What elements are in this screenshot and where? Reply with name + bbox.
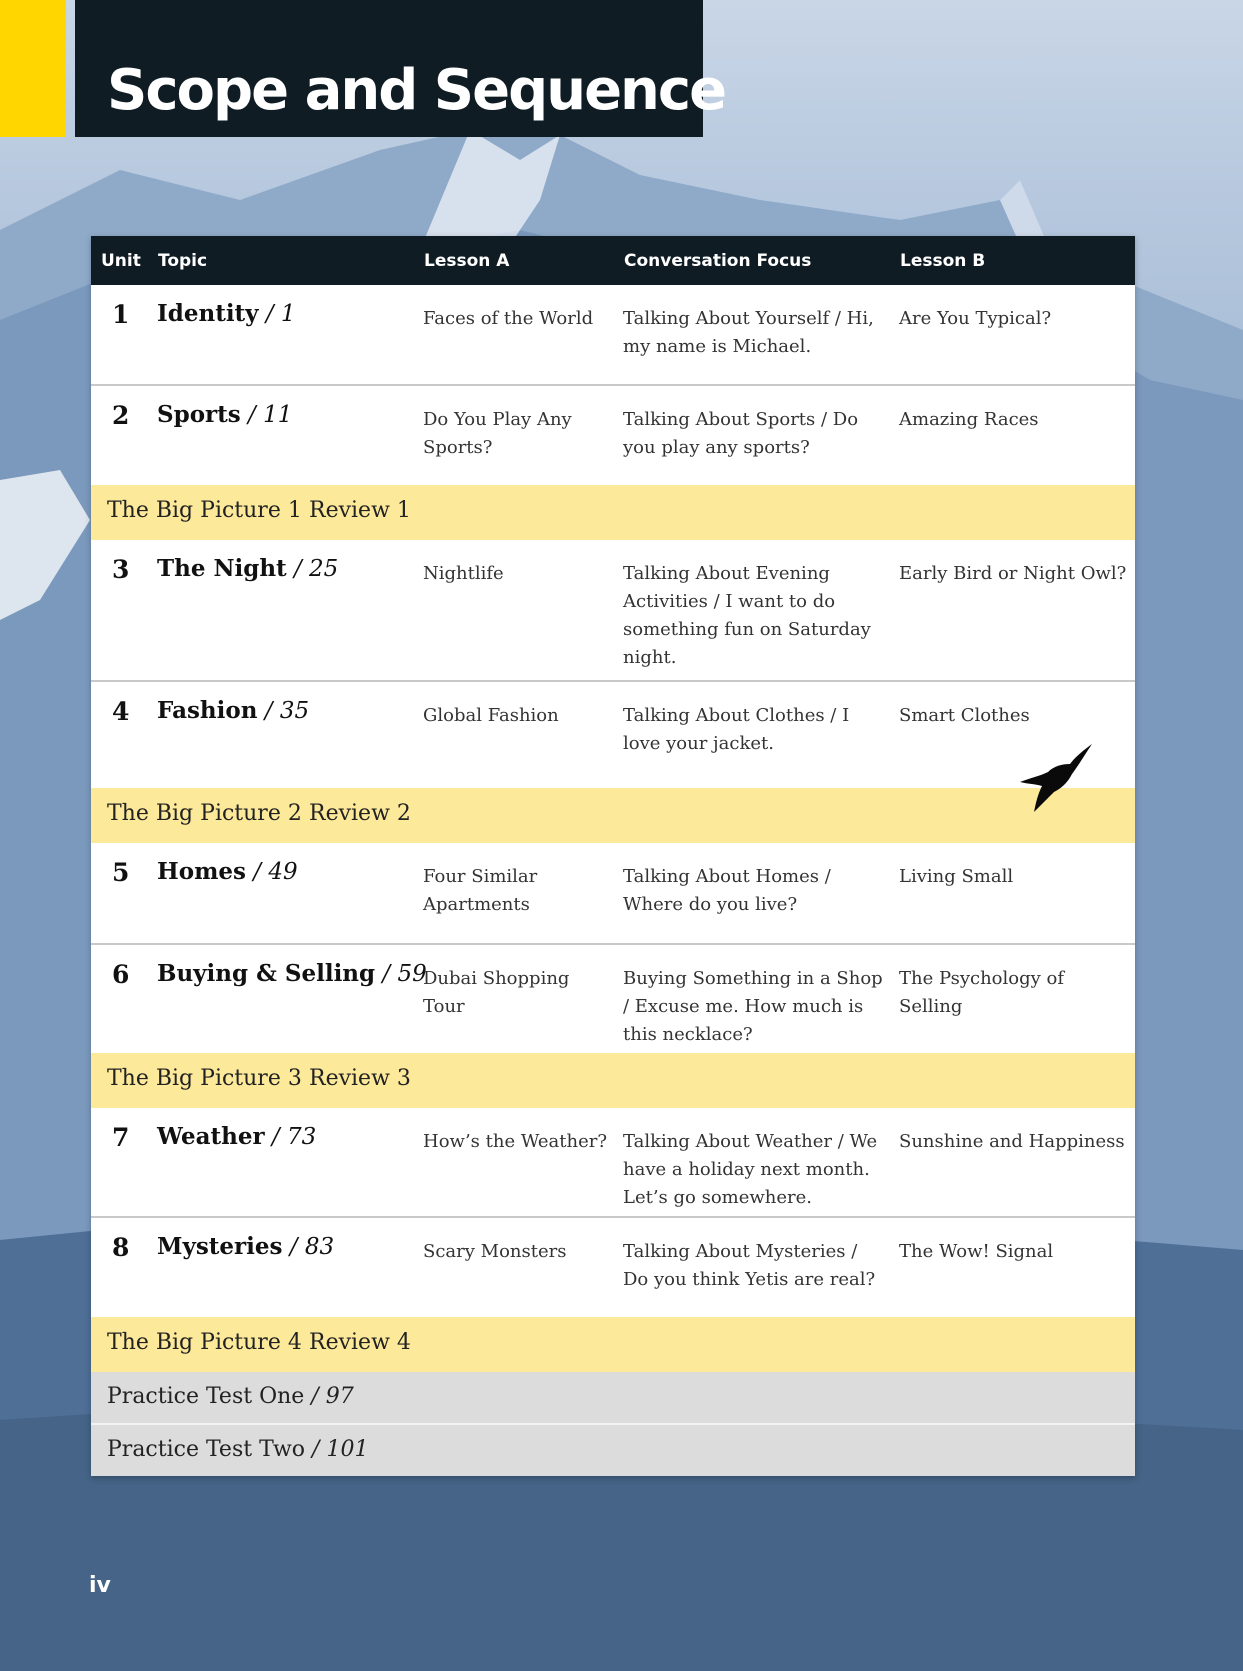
lesson-a: Four Similar Apartments — [423, 866, 538, 915]
big-picture-label: The Big Picture 4 — [107, 1330, 302, 1355]
review-row — [91, 1053, 1135, 1108]
lesson-b: Are You Typical? — [899, 308, 1052, 329]
lesson-b: Amazing Races — [899, 409, 1039, 430]
unit-topic: Mysteries / 83 — [157, 1233, 335, 1260]
conversation-focus: Talking About Homes / Where do you live? — [623, 866, 831, 915]
col-lesson-b: Lesson B — [900, 251, 986, 271]
conversation-focus: Talking About Evening Activities / I want to do something fun on Saturday night. — [623, 563, 871, 668]
review-row — [91, 485, 1135, 540]
review-row — [91, 788, 1135, 843]
conversation-focus: Buying Something in a Shop / Excuse me. How much is this necklace? — [623, 968, 883, 1045]
scope-sequence-table — [91, 236, 1135, 1476]
unit-number: 1 — [112, 300, 130, 329]
table-row — [91, 1218, 1135, 1317]
lesson-b: The Psychology of Selling — [899, 968, 1065, 1017]
col-topic: Topic — [158, 251, 208, 271]
review-row — [91, 1317, 1135, 1372]
unit-topic: Fashion / 35 — [157, 697, 310, 724]
lesson-b: Living Small — [899, 866, 1014, 887]
lesson-b: The Wow! Signal — [899, 1241, 1054, 1262]
big-picture-label: The Big Picture 1 — [107, 498, 302, 523]
unit-number: 2 — [112, 401, 130, 430]
table-row — [91, 285, 1135, 386]
page-number: iv — [89, 1573, 111, 1598]
col-conversation: Conversation Focus — [624, 251, 812, 271]
table-row — [91, 386, 1135, 485]
table-row — [91, 682, 1135, 788]
lesson-a: Nightlife — [423, 563, 504, 584]
lesson-b: Sunshine and Happiness — [899, 1131, 1125, 1152]
review-label: Review 1 — [309, 498, 411, 523]
table-header — [91, 236, 1135, 285]
unit-number: 8 — [112, 1233, 130, 1262]
table-row — [91, 540, 1135, 682]
unit-number: 4 — [112, 697, 130, 726]
unit-topic: Identity / 1 — [157, 300, 296, 327]
unit-topic: Weather / 73 — [157, 1123, 317, 1150]
unit-number: 6 — [112, 960, 130, 989]
bird-silhouette-icon — [1018, 742, 1093, 817]
table-row — [91, 945, 1135, 1053]
unit-topic: Buying & Selling / 59 — [157, 960, 427, 987]
conversation-focus: Talking About Clothes / I love your jacket. — [623, 705, 850, 754]
unit-number: 5 — [112, 858, 130, 887]
conversation-focus: Talking About Sports / Do you play any sports? — [623, 409, 859, 458]
unit-topic: Homes / 49 — [157, 858, 298, 885]
title-banner — [75, 0, 726, 137]
practice-test-row — [91, 1372, 1135, 1425]
practice-test-label: Practice Test One / 97 — [107, 1384, 354, 1409]
review-label: Review 4 — [309, 1330, 411, 1355]
practice-test-row — [91, 1425, 1135, 1476]
lesson-a: How’s the Weather? — [423, 1131, 607, 1152]
accent-yellow-bar — [0, 0, 66, 137]
lesson-a: Faces of the World — [423, 308, 594, 329]
lesson-b: Smart Clothes — [899, 705, 1030, 726]
conversation-focus: Talking About Mysteries / Do you think Yetis are real? — [623, 1241, 876, 1290]
page-title: Scope and Sequence — [107, 58, 726, 123]
table-row — [91, 843, 1135, 945]
lesson-a: Do You Play Any Sports? — [423, 409, 572, 458]
unit-topic: Sports / 11 — [157, 401, 293, 428]
practice-test-label: Practice Test Two / 101 — [107, 1437, 369, 1462]
col-lesson-a: Lesson A — [424, 251, 510, 271]
lesson-b: Early Bird or Night Owl? — [899, 563, 1127, 584]
conversation-focus: Talking About Yourself / Hi, my name is Michael. — [623, 308, 874, 357]
unit-number: 7 — [112, 1123, 130, 1152]
conversation-focus: Talking About Weather / We have a holiday next month. Let’s go somewhere. — [623, 1131, 878, 1208]
review-label: Review 3 — [309, 1066, 411, 1091]
lesson-a: Scary Monsters — [423, 1241, 567, 1262]
big-picture-label: The Big Picture 3 — [107, 1066, 302, 1091]
table-row — [91, 1108, 1135, 1218]
review-label: Review 2 — [309, 801, 411, 826]
unit-number: 3 — [112, 555, 130, 584]
lesson-a: Global Fashion — [423, 705, 559, 726]
big-picture-label: The Big Picture 2 — [107, 801, 302, 826]
unit-topic: The Night / 25 — [157, 555, 339, 582]
col-unit: Unit — [101, 251, 141, 271]
lesson-a: Dubai Shopping Tour — [423, 968, 570, 1017]
